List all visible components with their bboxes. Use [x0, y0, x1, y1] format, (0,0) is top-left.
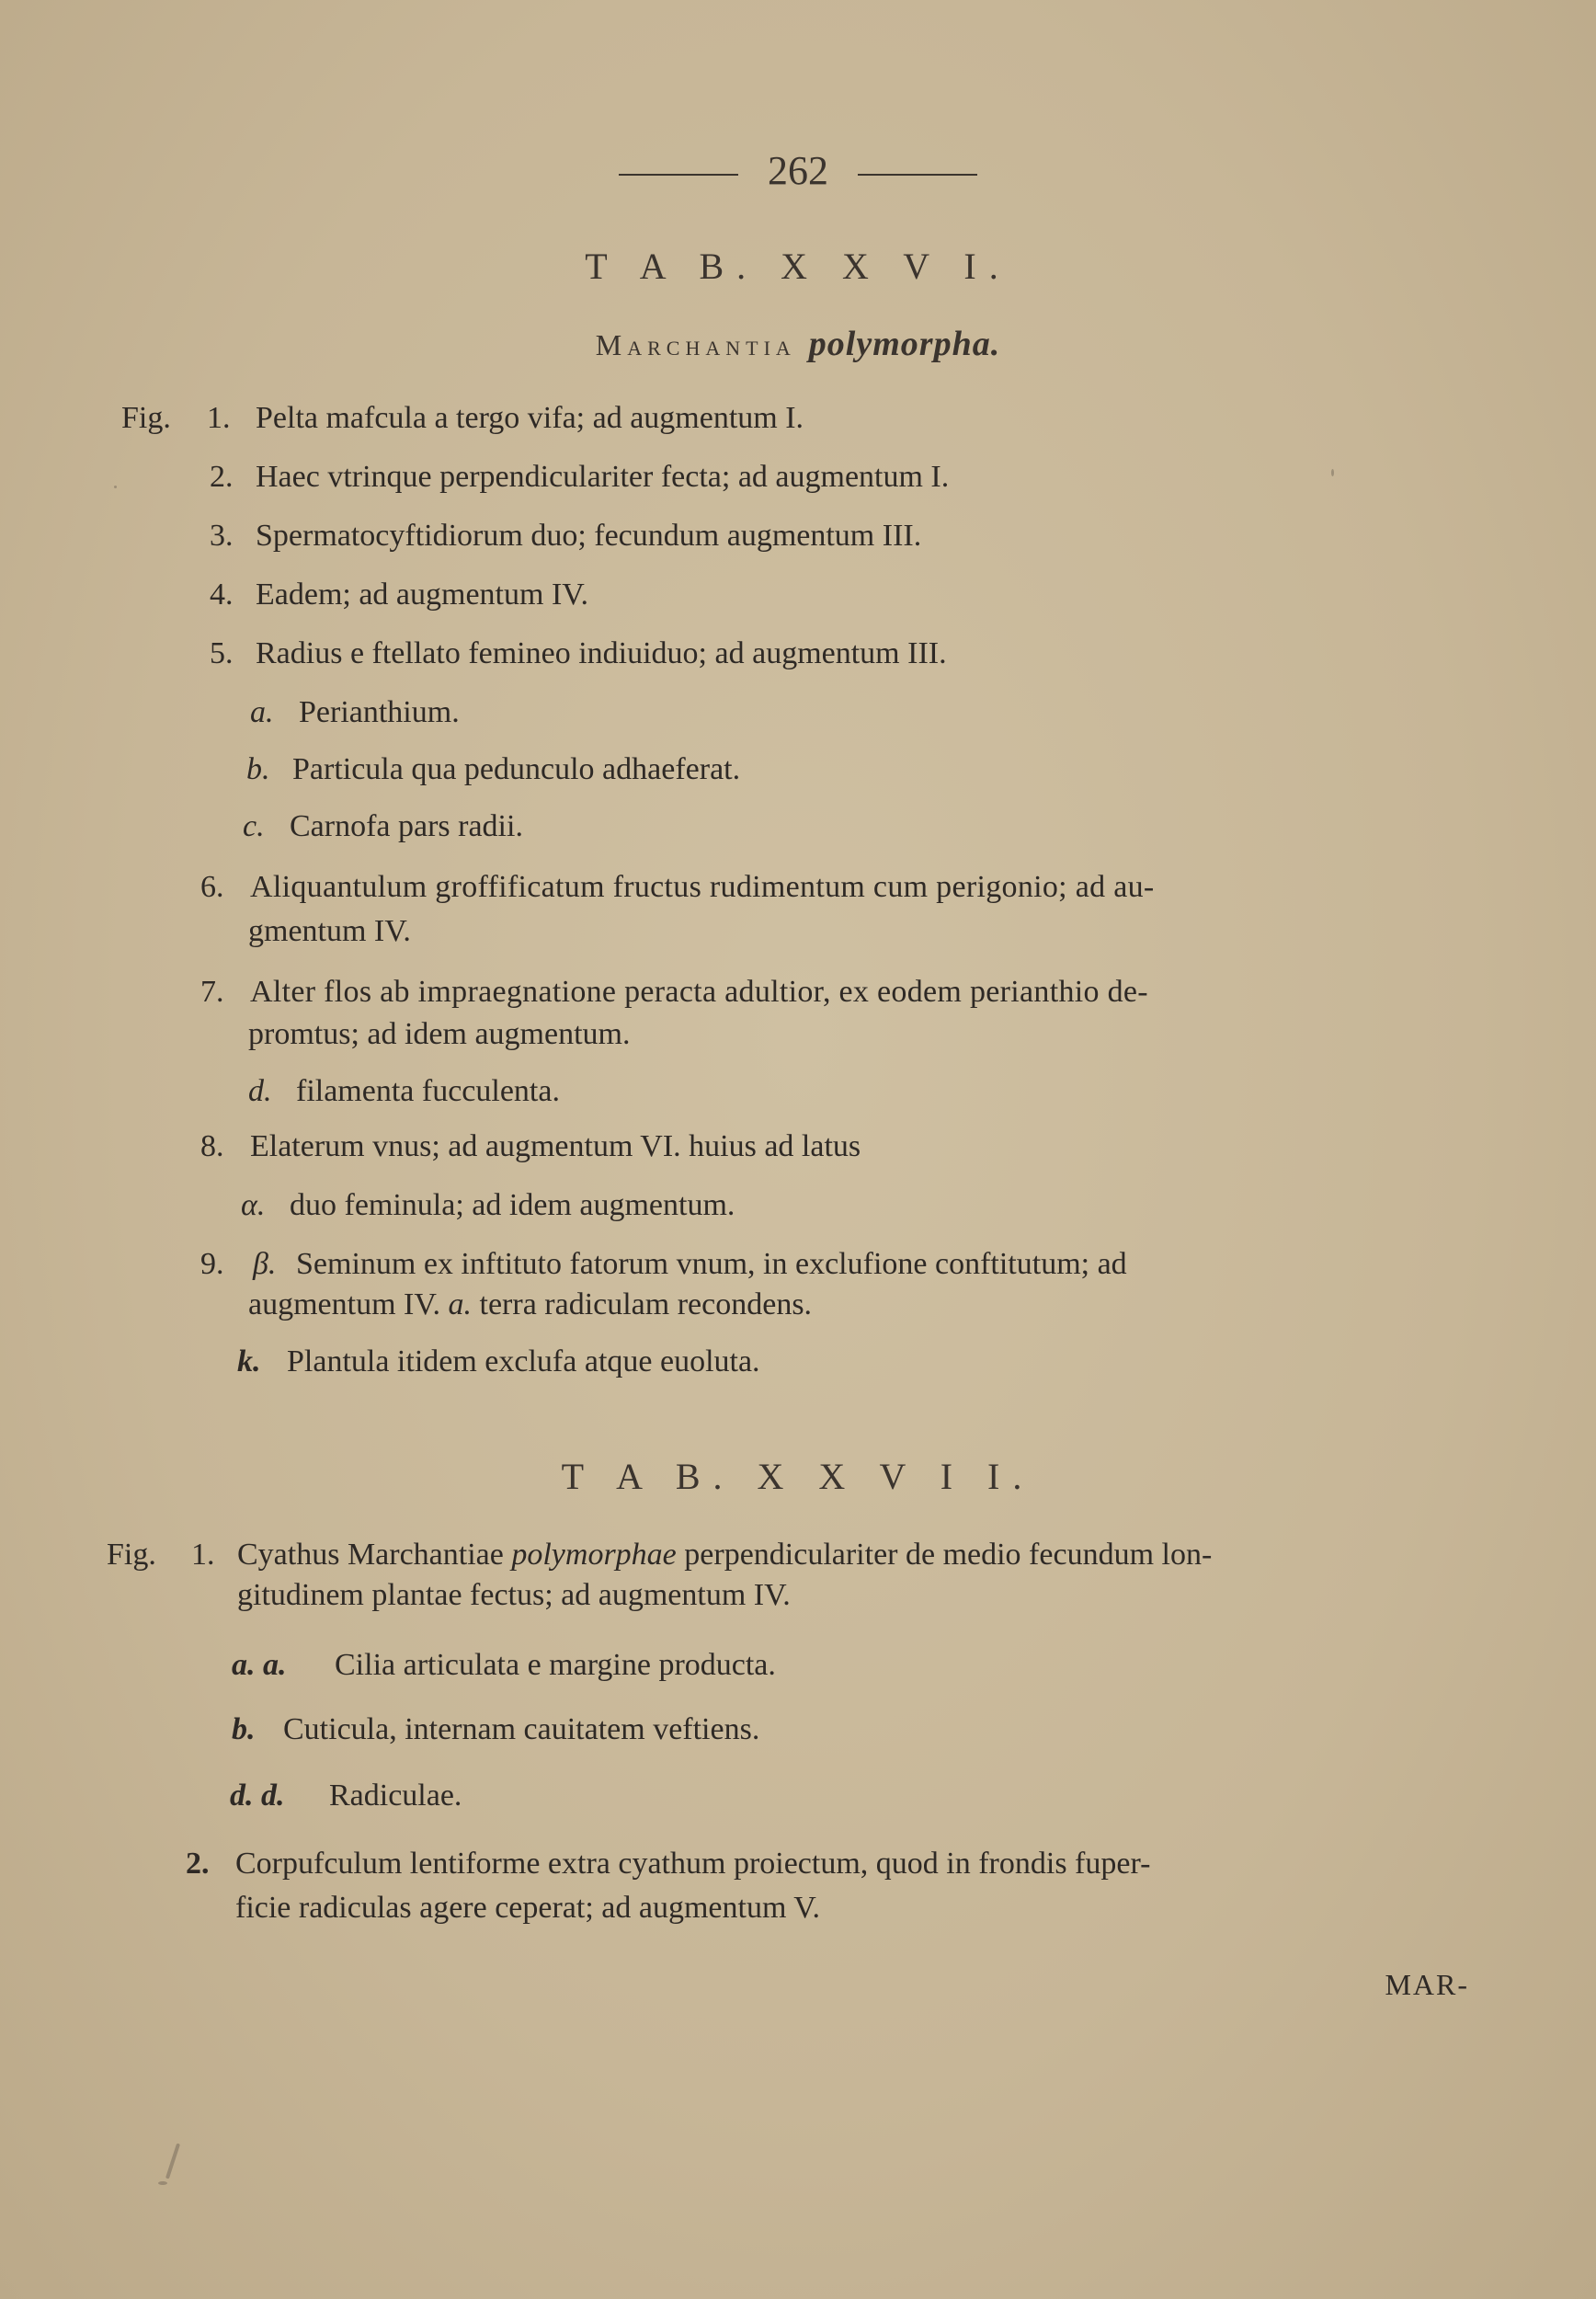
item-number: 2. [210, 460, 234, 494]
tab-27-heading: T A B. X X V I I. [561, 1456, 1035, 1497]
item-text: Aliquantulum groffificatum fructus rudimentum cum perigonio; ad au- [250, 870, 1155, 904]
fig-label-27: Fig. [107, 1538, 156, 1572]
paper-speck [1331, 469, 1334, 476]
item-text: Pelta mafcula a tergo vifa; ad augmentum I. [256, 401, 804, 435]
item-number: 5. [210, 636, 234, 670]
item-text [237, 1538, 1212, 1573]
item-letter: b. [246, 752, 270, 786]
text-rest: perpendiculariter de medio fecundum lon- [676, 1538, 1213, 1572]
item-text: Perianthium. [299, 695, 460, 729]
item-letter: a. a. [232, 1648, 287, 1682]
item-continuation: gmentum IV. [248, 914, 411, 948]
item-number: 2. [186, 1847, 210, 1881]
item-text: Plantula itidem exclufa atque euoluta. [287, 1344, 760, 1378]
item-text: Carnofa pars radii. [290, 809, 523, 843]
item-number: 6. [200, 870, 224, 904]
item-text: duo feminula; ad idem augmentum. [290, 1188, 735, 1222]
page-number: 262 [768, 148, 828, 193]
item-text: Cuticula, internam cauitatem veftiens. [283, 1712, 760, 1746]
item-text: Cilia articulata e margine producta. [335, 1648, 776, 1682]
cont-pre: augmentum IV. [248, 1287, 449, 1321]
item-letter: d. [248, 1074, 272, 1108]
item-number: 9. [200, 1247, 224, 1281]
ink-mark [158, 2181, 167, 2185]
item-greek: β. [253, 1247, 277, 1281]
item-continuation: promtus; ad idem augmentum. [248, 1017, 631, 1051]
item-number: 1. [191, 1538, 215, 1572]
item-text: Radius e ftellato femineo indiuiduo; ad augmentum III. [256, 636, 947, 670]
item-letter: c. [243, 809, 265, 843]
item-text: Eadem; ad augmentum IV. [256, 578, 588, 612]
item-continuation: ficie radiculas agere ceperat; ad augmentum V. [235, 1891, 820, 1925]
item-letter: d. d. [230, 1779, 285, 1813]
item-number: 8. [200, 1129, 224, 1163]
ink-mark [165, 2143, 180, 2179]
left-rule [619, 174, 738, 176]
tab-26-heading: T A B. X X V I. [585, 246, 1011, 287]
genus-name: Marchantia [595, 328, 796, 361]
item-text: Corpufculum lentiforme extra cyathum proiectum, quod in frondis fuper- [235, 1847, 1151, 1881]
tab-26-genus-line [0, 324, 1596, 364]
item-number: 7. [200, 975, 224, 1009]
item-number: 3. [210, 519, 234, 553]
item-letter: k. [237, 1344, 261, 1378]
species-name: polymorpha. [808, 325, 1001, 363]
catchword: MAR- [1385, 1968, 1469, 2001]
item-letter: α. [241, 1188, 266, 1222]
item-text: Elaterum vnus; ad augmentum VI. huius ad latus [250, 1129, 861, 1163]
item-letter: b. [232, 1712, 256, 1746]
item-number: 1. [207, 401, 231, 435]
item-text: Spermatocyftidiorum duo; fecundum augmentum III. [256, 519, 922, 553]
item-text: Alter flos ab impraegnatione peracta adultior, ex eodem perianthio de- [250, 975, 1148, 1009]
item-letter: a. [250, 695, 274, 729]
text-italic: polymorphae [511, 1538, 677, 1572]
item-text: Radiculae. [329, 1779, 462, 1813]
right-rule [858, 174, 977, 176]
item-text: Particula qua pedunculo adhaeferat. [292, 752, 741, 786]
cont-post: terra radiculam recondens. [472, 1287, 813, 1321]
item-number: 4. [210, 578, 234, 612]
item-text: Seminum ex inftituto fatorum vnum, in exclufione conftitutum; ad [296, 1247, 1127, 1281]
cont-letter: a. [448, 1287, 473, 1321]
text-pre: Cyathus Marchantiae [237, 1538, 512, 1572]
item-text: Haec vtrinque perpendiculariter fecta; ad augmentum I. [256, 460, 950, 494]
page-number-line [0, 147, 1596, 194]
item-continuation [248, 1287, 812, 1322]
item-continuation: gitudinem plantae fectus; ad augmentum IV. [237, 1578, 791, 1612]
paper-speck [114, 486, 117, 488]
item-text: filamenta fucculenta. [296, 1074, 560, 1108]
fig-label-26: Fig. [121, 401, 171, 435]
